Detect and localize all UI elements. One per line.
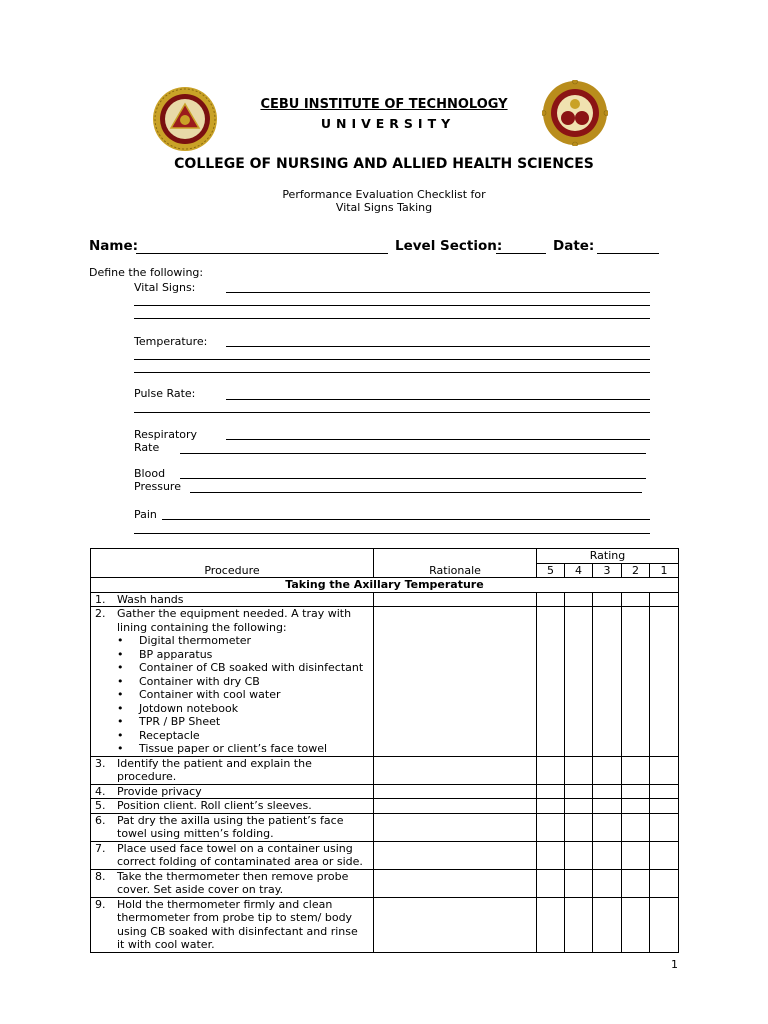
procedure-cell xyxy=(91,897,374,952)
rating-cell-4[interactable] xyxy=(565,869,593,897)
step-text-line: Take the thermometer then remove probe xyxy=(117,869,349,883)
rationale-cell[interactable] xyxy=(374,799,537,814)
step-text-line: lining containing the following: xyxy=(117,620,287,634)
pressure-label: Pressure xyxy=(134,480,181,493)
rating-cell-4[interactable] xyxy=(565,607,593,757)
step-number: 8. xyxy=(95,869,106,883)
rating-cell-5[interactable] xyxy=(537,592,565,607)
section-title-row xyxy=(91,578,679,593)
page-number: 1 xyxy=(671,958,678,971)
step-number: 7. xyxy=(95,841,106,855)
name-field[interactable] xyxy=(136,253,388,254)
level-section-field[interactable] xyxy=(496,253,546,254)
pulse-rate-label: Pulse Rate: xyxy=(134,387,196,400)
step-text-line: correct folding of contaminated area or side. xyxy=(117,855,363,868)
step-text xyxy=(117,757,371,784)
rating-cell-1[interactable] xyxy=(650,841,679,869)
rating-cell-3[interactable] xyxy=(593,841,622,869)
rating-cell-5[interactable] xyxy=(537,756,565,784)
step-text xyxy=(117,842,371,869)
rating-cell-4[interactable] xyxy=(565,592,593,607)
procedure-cell xyxy=(91,756,374,784)
blood-label: Blood xyxy=(134,467,166,480)
step-number: 2. xyxy=(95,607,106,620)
respiratory-rate-field[interactable] xyxy=(226,439,650,440)
rationale-cell[interactable] xyxy=(374,813,537,841)
step-text-line: Place used face towel on a container using xyxy=(117,841,353,855)
step-text-line: Pat dry the axilla using the patient’s face xyxy=(117,813,344,827)
vital-signs-field-line-2[interactable] xyxy=(134,305,650,306)
rating-cell-3[interactable] xyxy=(593,592,622,607)
procedure-cell xyxy=(91,799,374,814)
rating-scale-2: 2 xyxy=(622,563,650,578)
rationale-cell[interactable] xyxy=(374,897,537,952)
table-row xyxy=(91,592,679,607)
step-number: 1. xyxy=(95,592,106,606)
rationale-cell[interactable] xyxy=(374,869,537,897)
university-name: CEBU INSTITUTE OF TECHNOLOGY xyxy=(260,97,508,112)
blood-pressure-field-line-2[interactable] xyxy=(190,492,642,493)
procedure-table xyxy=(90,548,679,953)
table-row xyxy=(91,813,679,841)
date-field[interactable] xyxy=(597,253,659,254)
rating-cell-2[interactable] xyxy=(622,813,650,841)
rating-cell-1[interactable] xyxy=(650,813,679,841)
rating-scale-5: 5 xyxy=(537,563,565,578)
rating-cell-5[interactable] xyxy=(537,897,565,952)
step-number: 4. xyxy=(95,784,106,798)
define-intro: Define the following: xyxy=(89,266,204,279)
table-header-row xyxy=(91,549,679,564)
equipment-item: • Tissue paper or client’s face towel xyxy=(117,742,371,756)
rating-cell-5[interactable] xyxy=(537,869,565,897)
rating-cell-1[interactable] xyxy=(650,592,679,607)
rationale-cell[interactable] xyxy=(374,592,537,607)
step-text xyxy=(117,870,371,897)
respiratory-rate-field-line-2[interactable] xyxy=(180,453,646,454)
rating-cell-1[interactable] xyxy=(650,897,679,952)
rating-cell-2[interactable] xyxy=(622,841,650,869)
procedure-cell xyxy=(91,869,374,897)
rating-cell-3[interactable] xyxy=(593,813,622,841)
rating-cell-5[interactable] xyxy=(537,841,565,869)
rating-cell-4[interactable] xyxy=(565,799,593,814)
respiratory-label: Respiratory xyxy=(134,428,198,441)
rationale-column-header: Rationale xyxy=(374,549,537,578)
vital-signs-field-line-3[interactable] xyxy=(134,318,650,319)
rating-cell-1[interactable] xyxy=(650,784,679,799)
temperature-field-line-3[interactable] xyxy=(134,372,650,373)
step-text-line: using CB soaked with disinfectant and rinse xyxy=(117,924,358,938)
rating-cell-1[interactable] xyxy=(650,756,679,784)
rating-cell-1[interactable] xyxy=(650,869,679,897)
blood-pressure-field[interactable] xyxy=(180,478,646,479)
rating-cell-2[interactable] xyxy=(622,799,650,814)
rating-scale-4: 4 xyxy=(565,563,593,578)
rating-cell-3[interactable] xyxy=(593,897,622,952)
equipment-item: • Jotdown notebook xyxy=(117,702,371,716)
rating-cell-3[interactable] xyxy=(593,607,622,757)
rating-cell-4[interactable] xyxy=(565,897,593,952)
rating-scale-1: 1 xyxy=(650,563,679,578)
pain-field-line-2[interactable] xyxy=(134,533,650,534)
procedure-steps xyxy=(91,592,679,952)
checklist-title-line-1: Performance Evaluation Checklist for xyxy=(282,188,486,201)
procedure-cell xyxy=(91,784,374,799)
rating-cell-2[interactable] xyxy=(622,756,650,784)
equipment-list xyxy=(93,634,371,756)
rating-cell-5[interactable] xyxy=(537,784,565,799)
rationale-cell[interactable] xyxy=(374,756,537,784)
step-text xyxy=(117,785,371,799)
rationale-cell[interactable] xyxy=(374,784,537,799)
step-text-line: Position client. Roll client’s sleeves. xyxy=(117,799,312,812)
table-row xyxy=(91,869,679,897)
step-text-line: it with cool water. xyxy=(117,938,215,951)
equipment-item: • Digital thermometer xyxy=(117,634,371,648)
rating-cell-3[interactable] xyxy=(593,756,622,784)
vital-signs-field[interactable] xyxy=(226,292,650,293)
equipment-item: • Receptacle xyxy=(117,729,371,743)
rationale-cell[interactable] xyxy=(374,841,537,869)
step-text-line: procedure. xyxy=(117,770,177,783)
step-text-line: Identify the patient and explain the xyxy=(117,756,312,770)
step-text-line: Provide privacy xyxy=(117,784,202,798)
date-label: Date: xyxy=(553,238,595,254)
step-text xyxy=(117,799,371,813)
rating-cell-3[interactable] xyxy=(593,869,622,897)
rating-scale-3: 3 xyxy=(593,563,622,578)
rating-cell-5[interactable] xyxy=(537,607,565,757)
pain-field[interactable] xyxy=(162,519,650,520)
rating-column-header: Rating xyxy=(537,549,679,564)
equipment-item: • Container with cool water xyxy=(117,688,371,702)
step-text xyxy=(117,898,371,952)
step-number: 3. xyxy=(95,756,106,770)
step-text-line: Hold the thermometer firmly and clean xyxy=(117,897,333,911)
procedure-cell xyxy=(91,813,374,841)
step-text-line: cover. Set aside cover on tray. xyxy=(117,883,284,896)
section-title: Taking the Axillary Temperature xyxy=(91,578,679,593)
pulse-rate-field-line-2[interactable] xyxy=(134,412,650,413)
rating-cell-3[interactable] xyxy=(593,784,622,799)
vital-signs-label: Vital Signs: xyxy=(134,281,196,294)
step-number: 5. xyxy=(95,799,106,812)
rating-cell-5[interactable] xyxy=(537,799,565,814)
rating-cell-5[interactable] xyxy=(537,813,565,841)
procedure-cell xyxy=(91,607,374,757)
rating-cell-2[interactable] xyxy=(622,897,650,952)
college-seal-right xyxy=(542,80,608,146)
temperature-label: Temperature: xyxy=(134,335,208,348)
rating-cell-2[interactable] xyxy=(622,784,650,799)
table-row xyxy=(91,897,679,952)
pain-label: Pain xyxy=(134,508,157,521)
name-label: Name: xyxy=(89,238,139,254)
step-text-line: towel using mitten’s folding. xyxy=(117,827,274,840)
rating-cell-2[interactable] xyxy=(622,869,650,897)
step-text-line: thermometer from probe tip to stem/ body xyxy=(117,911,353,924)
equipment-item: • Container of CB soaked with disinfectant xyxy=(117,661,371,675)
step-text-line: Gather the equipment needed. A tray with xyxy=(117,607,352,620)
step-text xyxy=(117,814,371,841)
equipment-item: • Container with dry CB xyxy=(117,675,371,689)
procedure-cell xyxy=(91,592,374,607)
rating-cell-2[interactable] xyxy=(622,592,650,607)
table-row xyxy=(91,784,679,799)
procedure-cell xyxy=(91,841,374,869)
table-row xyxy=(91,756,679,784)
table-row xyxy=(91,799,679,814)
pulse-rate-field[interactable] xyxy=(226,399,650,400)
rating-cell-4[interactable] xyxy=(565,756,593,784)
level-section-label: Level Section: xyxy=(395,238,503,254)
step-text-line: Wash hands xyxy=(117,592,184,606)
checklist-title-line-2: Vital Signs Taking xyxy=(335,201,433,214)
equipment-item: • TPR / BP Sheet xyxy=(117,715,371,729)
rating-cell-4[interactable] xyxy=(565,813,593,841)
equipment-item: • BP apparatus xyxy=(117,648,371,662)
temperature-field[interactable] xyxy=(226,346,650,347)
rating-cell-4[interactable] xyxy=(565,784,593,799)
rating-cell-2[interactable] xyxy=(622,607,650,757)
step-text xyxy=(117,607,371,634)
rationale-cell[interactable] xyxy=(374,607,537,757)
checklist-title xyxy=(0,188,768,214)
rating-cell-4[interactable] xyxy=(565,841,593,869)
step-number: 9. xyxy=(95,897,106,911)
table-row xyxy=(91,607,679,757)
rating-cell-1[interactable] xyxy=(650,799,679,814)
table-row xyxy=(91,841,679,869)
university-subtitle: UNIVERSITY xyxy=(320,116,456,131)
step-text xyxy=(117,593,371,607)
rating-cell-1[interactable] xyxy=(650,607,679,757)
step-number: 6. xyxy=(95,813,106,827)
rating-cell-3[interactable] xyxy=(593,799,622,814)
rate-label: Rate xyxy=(134,441,160,454)
temperature-field-line-2[interactable] xyxy=(134,359,650,360)
college-name: COLLEGE OF NURSING AND ALLIED HEALTH SCIENCES xyxy=(174,156,594,172)
procedure-column-header: Procedure xyxy=(91,549,374,578)
